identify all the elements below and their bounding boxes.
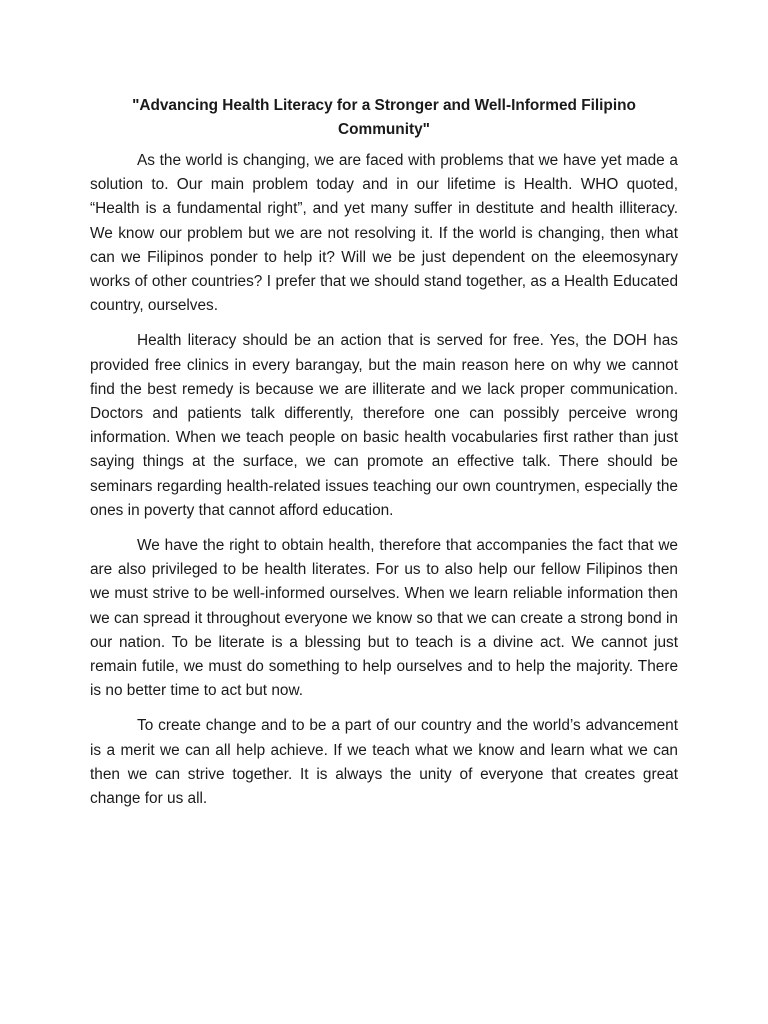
paragraph-3: We have the right to obtain health, therefore that accompanies the fact that we are also privileged to be health literates. For us to also help our fellow Filipinos then we must strive to be well-informed ourselves. When we learn reliable information then we can spread it throughout everyone we know so that we can create a strong bond in our nation. To be literate is a blessing but to teach is a divine act. We cannot just remain futile, we must do something to help ourselves and to help the majority. There is no better time to act but now. — [90, 537, 678, 700]
paragraph-4: To create change and to be a part of our country and the world’s advancement is a merit we can all help achieve. If we teach what we know and learn what we can then we can strive together. It is always the unity of everyone that creates great change for us all. — [90, 717, 678, 808]
document-title: "Advancing Health Literacy for a Stronger and Well-Informed Filipino Community" — [132, 97, 636, 138]
paragraph-1: As the world is changing, we are faced with problems that we have yet made a solution to. Our main problem today and in our lifetime is Health. WHO quoted, “Health is a fundamental right”, and yet many suffer in destitute and health illiteracy. We know our problem but we are not resolving it. If the world is changing, then what can we Filipinos ponder to help it? Will we be just dependent on the eleemosynary works of other countries? I prefer that we should stand together, as a Health Educated country, ourselves. — [90, 152, 678, 315]
paragraph-2: Health literacy should be an action that is served for free. Yes, the DOH has provided free clinics in every barangay, but the main reason here on why we cannot find the best remedy is because we are illiterate and we lack proper communication. Doctors and patients talk differently, therefore one can possibly perceive wrong information. When we teach people on basic health vocabularies first rather than just saying things at the surface, we can promote an effective talk. There should be seminars regarding health-related issues teaching our own countrymen, especially the ones in poverty that cannot afford education. — [90, 332, 678, 519]
document-body — [90, 94, 678, 822]
